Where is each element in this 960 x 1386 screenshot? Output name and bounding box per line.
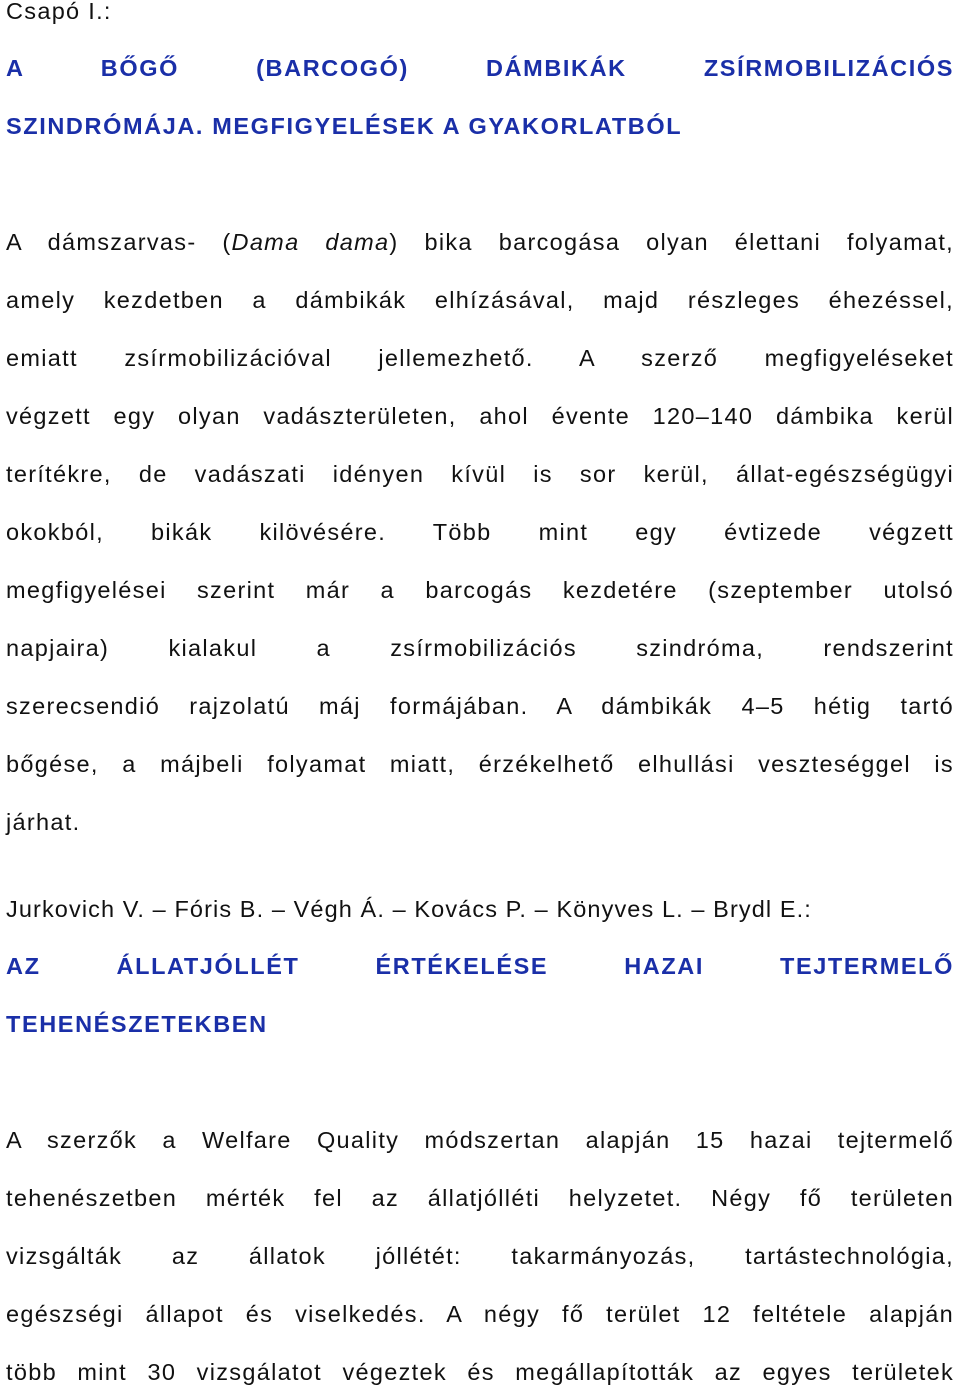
- article1-body-line4: végzett egy olyan vadászterületen, ahol évente 120–140 dámbika kerül: [6, 403, 954, 429]
- body-text: ) bika barcogása olyan élettani folyamat,: [389, 229, 954, 255]
- article1-body-line9: szerecsendió rajzolatú máj formájában. A dámbikák 4–5 hétig tartó: [6, 693, 954, 719]
- article2-body-line3: vizsgálták az állatok jóllétét: takarmányozás, tartástechnológia,: [6, 1243, 954, 1269]
- article2-title-line2: TEHENÉSZETEKBEN: [6, 1011, 268, 1037]
- article1-body-line6: okokból, bikák kilövésére. Több mint egy évtizede végzett: [6, 519, 954, 545]
- body-text: A dámszarvas- (: [6, 229, 232, 255]
- article2-body-line5: több mint 30 vizsgálatot végeztek és megállapították az egyes területek: [6, 1359, 954, 1385]
- article1-body-line8: napjaira) kialakul a zsírmobilizációs szindróma, rendszerint: [6, 635, 954, 661]
- article1-title-line2: SZINDRÓMÁJA. MEGFIGYELÉSEK A GYAKORLATBÓL: [6, 113, 683, 139]
- article1-author: Csapó I.:: [6, 0, 112, 24]
- article2-body-line4: egészségi állapot és viselkedés. A négy fő terület 12 feltétele alapján: [6, 1301, 954, 1327]
- article1-body-line7: megfigyelései szerint már a barcogás kezdetére (szeptember utolsó: [6, 577, 954, 603]
- article2-authors: Jurkovich V. – Fóris B. – Végh Á. – Kovács P. – Könyves L. – Brydl E.:: [6, 896, 812, 922]
- article1-body-line1: [6, 231, 954, 255]
- article2-body-line2: tehenészetben mérték fel az állatjólléti helyzetet. Négy fő területen: [6, 1185, 954, 1211]
- article2-body-line1: A szerzők a Welfare Quality módszertan alapján 15 hazai tejtermelő: [6, 1127, 954, 1153]
- article1-body-line11: járhat.: [6, 809, 81, 835]
- article1-title-line1: A BŐGŐ (BARCOGÓ) DÁMBIKÁK ZSÍRMOBILIZÁCIÓS: [6, 55, 954, 81]
- article2-title-line1: AZ ÁLLATJÓLLÉT ÉRTÉKELÉSE HAZAI TEJTERMELŐ: [6, 953, 954, 979]
- article1-body-line3: emiatt zsírmobilizációval jellemezhető. A szerző megfigyeléseket: [6, 345, 954, 371]
- article1-body-line10: bőgése, a májbeli folyamat miatt, érzékelhető elhullási veszteséggel is: [6, 751, 954, 777]
- article1-body-line2: amely kezdetben a dámbikák elhízásával, majd részleges éhezéssel,: [6, 287, 954, 313]
- article1-body-line5: terítékre, de vadászati idényen kívül is sor kerül, állat-egészségügyi: [6, 461, 954, 487]
- species-name: Dama dama: [231, 229, 390, 255]
